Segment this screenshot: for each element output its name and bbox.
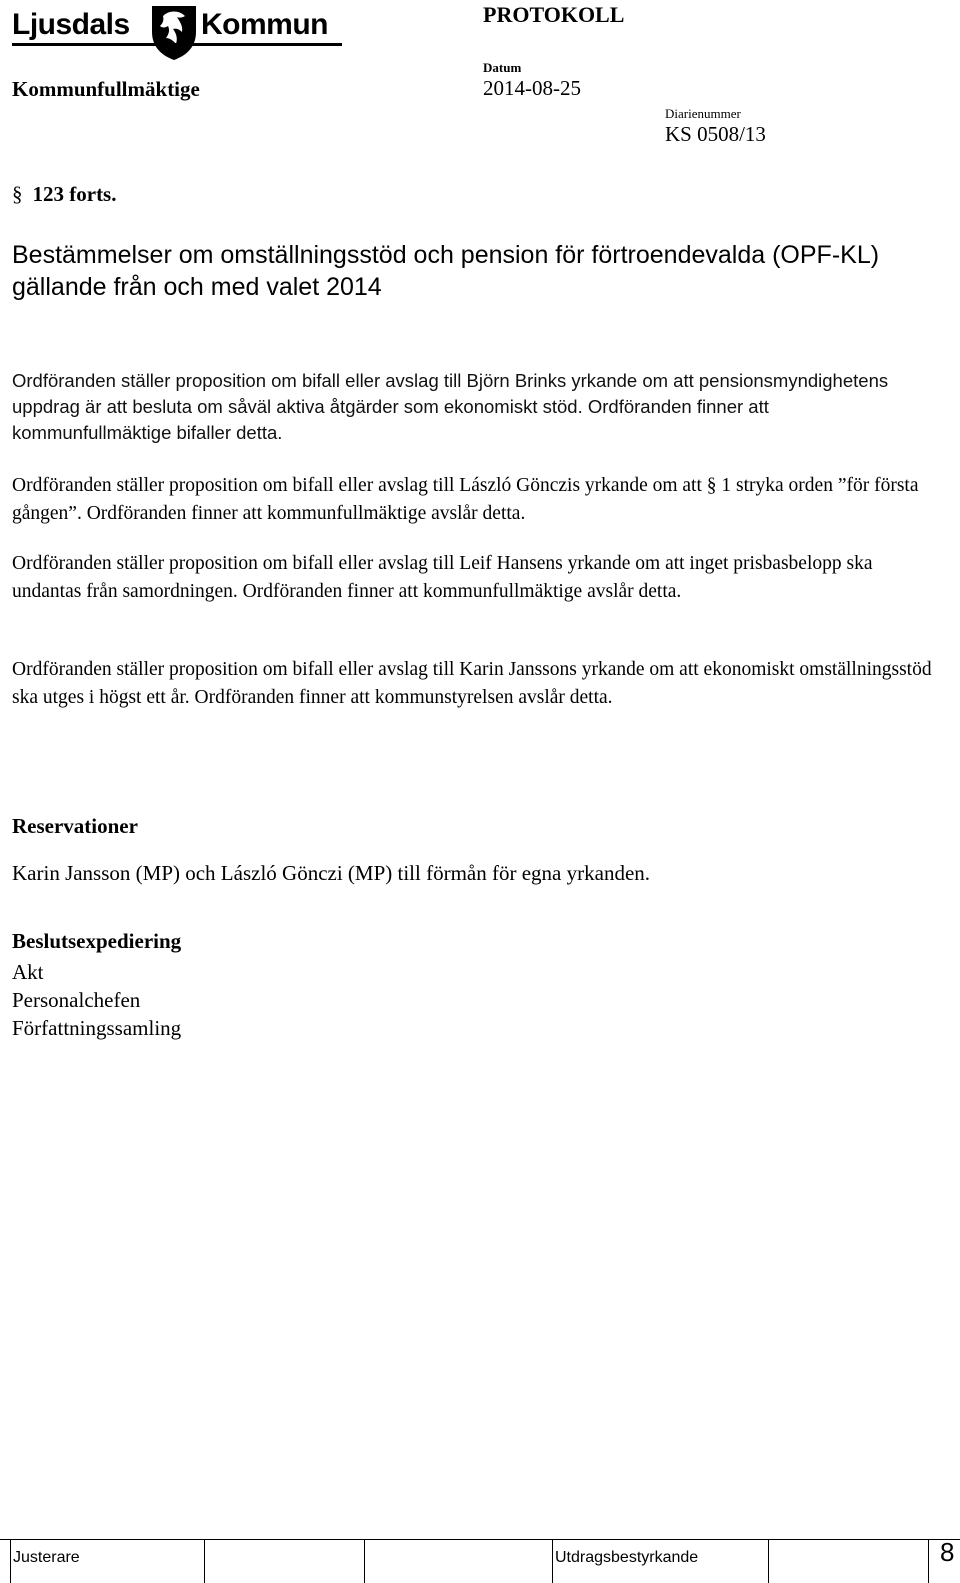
logo-text-right: Kommun <box>201 8 328 41</box>
footer-cell-divider <box>552 1539 553 1583</box>
footer-cell-divider <box>928 1539 929 1583</box>
crest-icon <box>149 2 199 62</box>
paragraph-1: Ordföranden ställer proposition om bifall eller avslag till Björn Brinks yrkande om att pensionsmyndighetens uppdrag är att besluta om såväl aktiva åtgärder som ekonomiskt stöd. Ordföranden finner att kommunfullmäktige bifaller detta. <box>12 370 889 443</box>
reservationer-text: Karin Jansson (MP) och László Gönczi (MP) till förmån för egna yrkanden. <box>12 861 651 885</box>
footer-cell-divider <box>768 1539 769 1583</box>
document-type: PROTOKOLL <box>483 2 625 27</box>
beslutsexpediering-heading: Beslutsexpediering <box>12 929 182 953</box>
section-number-text: 123 forts. <box>32 182 117 206</box>
utdragsbestyrkande-label: Utdragsbestyrkande <box>555 1549 699 1566</box>
page-number: 8 <box>940 1537 955 1567</box>
list-item: Författningssamling <box>12 1016 182 1040</box>
date-value: 2014-08-25 <box>483 76 581 100</box>
logo-underline <box>12 43 342 46</box>
section-title: Bestämmelser om omställningsstöd och pension för förtroendevalda (OPF-KL) gällande från och med valet 2014 <box>12 241 880 301</box>
footer-cell-divider <box>204 1539 205 1583</box>
beslutsexpediering-list <box>12 958 181 1042</box>
paragraph-4: Ordföranden ställer proposition om bifall eller avslag till Karin Janssons yrkande om att ekonomiskt omställningsstöd ska utges i högst ett år. Ordföranden finner att kommunstyrelsen avslår detta. <box>12 659 932 708</box>
date-label: Datum <box>483 60 522 75</box>
paragraph-symbol: § <box>12 182 23 206</box>
reservationer-heading: Reservationer <box>12 814 138 838</box>
diarienummer-label: Diarienummer <box>665 106 741 121</box>
logo-text-left: Ljusdals <box>12 8 130 41</box>
justerare-label: Justerare <box>13 1549 80 1566</box>
list-item: Personalchefen <box>12 988 141 1012</box>
footer-rule <box>0 1539 960 1540</box>
list-item: Akt <box>12 960 44 984</box>
footer-cell-divider <box>364 1539 365 1583</box>
section-number <box>12 182 116 207</box>
paragraph-3: Ordföranden ställer proposition om bifall eller avslag till Leif Hansens yrkande om att inget prisbasbelopp ska undantas från samordningen. Ordföranden finner att kommunfullmäktige avslår detta. <box>12 553 873 602</box>
footer-cell-divider <box>10 1539 11 1583</box>
organ-name: Kommunfullmäktige <box>12 77 200 101</box>
footer <box>0 1535 960 1583</box>
paragraph-2: Ordföranden ställer proposition om bifall eller avslag till László Gönczis yrkande om att § 1 stryka orden ”för första gången”. Ordföranden finner att kommunfullmäktige avslår detta. <box>12 475 919 524</box>
diarienummer-value: KS 0508/13 <box>665 122 766 146</box>
